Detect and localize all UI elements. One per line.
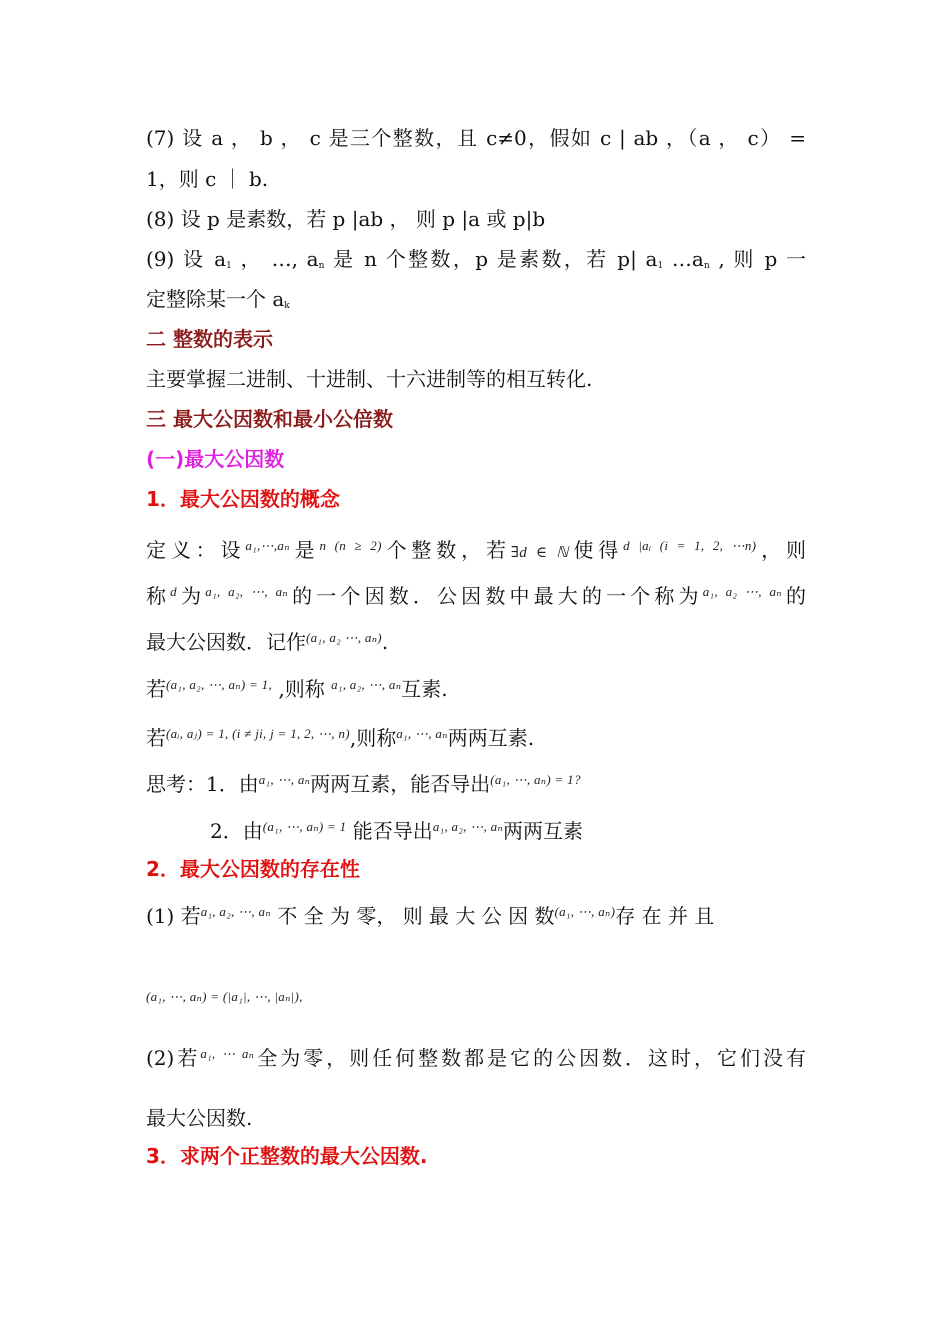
existence-case-2-cont: 最大公因数.: [146, 1106, 253, 1130]
text: (1) 若: [146, 904, 201, 928]
subscript: 1: [226, 261, 232, 271]
text: 是: [289, 538, 320, 562]
text: 使得: [568, 538, 624, 562]
text: 为: [176, 584, 206, 608]
definition-line3: [146, 628, 388, 659]
text: 若: [146, 726, 166, 750]
subscript: n: [703, 261, 710, 271]
text: 称: [146, 584, 171, 608]
text: ,则称: [349, 726, 397, 750]
text: (9) 设 a: [146, 247, 227, 271]
text: 全为零，则任何整数都是它的公因数．这时，它们没有: [254, 1046, 806, 1070]
subscript: n: [318, 261, 325, 271]
formula: a₁, a₂, ⋯, aₙ: [432, 819, 504, 834]
text: ， …, a: [231, 247, 319, 271]
text: 两两互素，能否导出: [310, 772, 491, 796]
subscript: 1: [657, 261, 664, 271]
text: 定义：设: [146, 538, 246, 562]
formula: d |aᵢ (i = 1, 2, ⋯n): [623, 538, 757, 553]
formula: a₁, ⋯ aₙ: [200, 1046, 255, 1061]
formula: a₁, a₂, ⋯, aₙ: [205, 584, 288, 599]
text: 2．由: [210, 819, 263, 843]
thinking-question-2: [210, 817, 583, 848]
formula: (a₁, a₂ ⋯, aₙ): [306, 630, 382, 645]
formula: a₁, a₂ ⋯, aₙ: [702, 584, 782, 599]
existence-formula: [146, 980, 303, 1011]
heading-existence: 2．最大公因数的存在性: [146, 857, 360, 881]
subscript: k: [284, 301, 290, 311]
pairwise-coprime-definition: [146, 724, 534, 755]
text: 是 n 个整数，p 是素数，若 p| a: [324, 247, 658, 271]
existence-case-1: [146, 902, 714, 933]
item-7-line1: (7) 设 a ， b ， c 是三个整数，且 c≠0，假如 c | ab ，（a ， c） =: [146, 126, 806, 150]
formula: a₁,⋯,aₙ: [245, 538, 290, 553]
text: 两两互素: [503, 819, 584, 843]
formula: a₁, ⋯, aₙ: [258, 772, 311, 787]
definition-line2: [146, 582, 806, 613]
formula: (aᵢ, aⱼ) = 1, (i ≠ ji, j = 1, 2, ⋯, n): [166, 726, 350, 741]
heading-section-2: 二 整数的表示: [146, 327, 273, 351]
text: .: [381, 630, 389, 654]
text: 的: [781, 584, 806, 608]
formula: (a₁, ⋯, aₙ) = (|a₁|, ⋯, |aₙ|),: [146, 989, 303, 1004]
formula: n (n ≥ 2): [319, 538, 382, 553]
text: ,则称: [272, 677, 332, 701]
existence-case-2: [146, 1044, 806, 1075]
text: ，则: [756, 538, 806, 562]
coprime-definition: [146, 675, 448, 706]
text: (2)若: [146, 1046, 201, 1070]
text: 两两互素.: [447, 726, 535, 750]
text: …a: [663, 247, 704, 271]
item-7-line2: 1，则 c ｜ b.: [146, 167, 269, 191]
formula: a₁, ⋯, aₙ: [396, 726, 448, 741]
thinking-question-1: [146, 770, 581, 801]
text: , 则 p 一: [709, 247, 807, 271]
text: 个整数，若: [381, 538, 511, 562]
formula: (a₁, ⋯, aₙ) = 1?: [490, 772, 581, 787]
heading-compute-gcd: 3．求两个正整数的最大公因数.: [146, 1144, 428, 1168]
formula: a₁, a₂, ⋯, aₙ: [331, 677, 402, 692]
heading-concept: 1．最大公因数的概念: [146, 487, 340, 511]
formula: (a₁, ⋯, aₙ): [554, 904, 616, 919]
heading-section-3: 三 最大公因数和最小公倍数: [146, 407, 393, 431]
heading-subsection-1: (一)最大公因数: [146, 447, 285, 471]
formula: ∃d ∈ ℕ: [510, 545, 569, 561]
item-8: (8) 设 p 是素数，若 p |ab ， 则 p |a 或 p|b: [146, 207, 546, 231]
formula: (a₁, ⋯, aₙ) = 1: [262, 819, 347, 834]
formula: a₁, a₂, ⋯, aₙ: [200, 904, 271, 919]
formula: (a₁, a₂, ⋯, aₙ) = 1,: [166, 677, 272, 692]
item-9-line1: [146, 245, 806, 280]
text: 思考：1．由: [146, 772, 259, 796]
definition-line1: [146, 536, 806, 567]
text: 互素.: [401, 677, 448, 701]
text: 存 在 并 且: [615, 904, 715, 928]
paragraph-section-2: 主要掌握二进制、十进制、十六进制等的相互转化.: [146, 367, 593, 391]
text: 的一个因数．公因数中最大的一个称为: [287, 584, 703, 608]
text: 若: [146, 677, 166, 701]
item-9-line2: [146, 285, 290, 320]
text: 最大公因数．记作: [146, 630, 306, 654]
formula: d: [170, 584, 177, 599]
text: 不 全 为 零， 则 最 大 公 因 数: [270, 904, 555, 928]
text: 定整除某一个 a: [146, 287, 285, 311]
text: 能否导出: [346, 819, 433, 843]
